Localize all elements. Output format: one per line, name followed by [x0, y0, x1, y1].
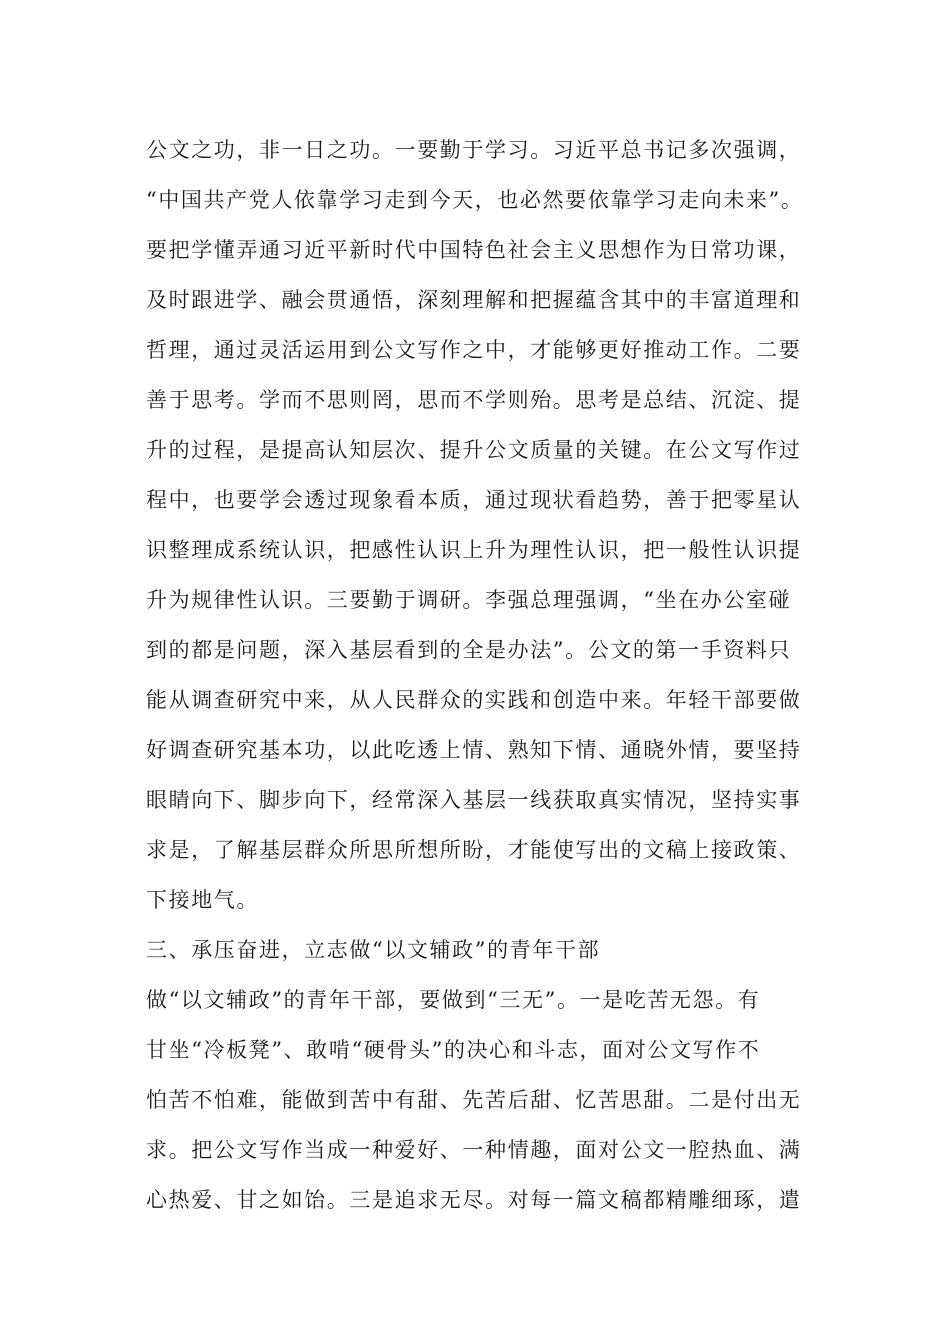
text-line: 到的都是问题，深入基层看到的全是办法”。公文的第一手资料只 [146, 638, 792, 662]
text-line: 怕苦不怕难，能做到苦中有甜、先苦后甜、忆苦思甜。二是付出无 [146, 1088, 802, 1112]
text-line: 心热爱、甘之如饴。三是追求无尽。对每一篇文稿都精雕细琢，遣 [146, 1188, 802, 1212]
text-line: 下接地气。 [146, 888, 259, 912]
text-line: 公文之功，非一日之功。一要勤于学习。习近平总书记多次强调， [146, 138, 802, 162]
text-line: 及时跟进学、融会贯通悟，深刻理解和把握蕴含其中的丰富道理和 [146, 288, 802, 312]
text-line: 哲理，通过灵活运用到公文写作之中，才能够更好推动工作。二要 [146, 338, 802, 362]
text-line: 甘坐“冷板凳”、敢啃“硬骨头”的决心和斗志，面对公文写作不 [146, 1038, 761, 1062]
text-line: 升为规律性认识。三要勤于调研。李强总理强调，“坐在办公室碰 [146, 588, 792, 612]
text-line: “中国共产党人依靠学习走到今天，也必然要依靠学习走向未来”。 [146, 188, 804, 212]
text-line: 眼睛向下、脚步向下，经常深入基层一线获取真实情况，坚持实事 [146, 788, 802, 812]
text-line: 好调查研究基本功，以此吃透上情、熟知下情、通晓外情，要坚持 [146, 738, 802, 762]
text-line: 程中，也要学会透过现象看本质，通过现状看趋势，善于把零星认 [146, 488, 802, 512]
text-line: 善于思考。学而不思则罔，思而不学则殆。思考是总结、沉淀、提 [146, 388, 802, 412]
text-line: 能从调查研究中来，从人民群众的实践和创造中来。年轻干部要做 [146, 688, 802, 712]
section-heading: 三、承压奋进，立志做“以文辅政”的青年干部 [146, 938, 601, 962]
text-line: 要把学懂弄通习近平新时代中国特色社会主义思想作为日常功课， [146, 238, 802, 262]
text-line: 做“以文辅政”的青年干部，要做到“三无”。一是吃苦无怨。有 [146, 988, 761, 1012]
text-line: 求。把公文写作当成一种爱好、一种情趣，面对公文一腔热血、满 [146, 1138, 802, 1162]
text-line: 升的过程，是提高认知层次、提升公文质量的关键。在公文写作过 [146, 438, 802, 462]
text-line: 求是，了解基层群众所思所想所盼，才能使写出的文稿上接政策、 [146, 838, 802, 862]
text-line: 识整理成系统认识，把感性认识上升为理性认识，把一般性认识提 [146, 538, 802, 562]
